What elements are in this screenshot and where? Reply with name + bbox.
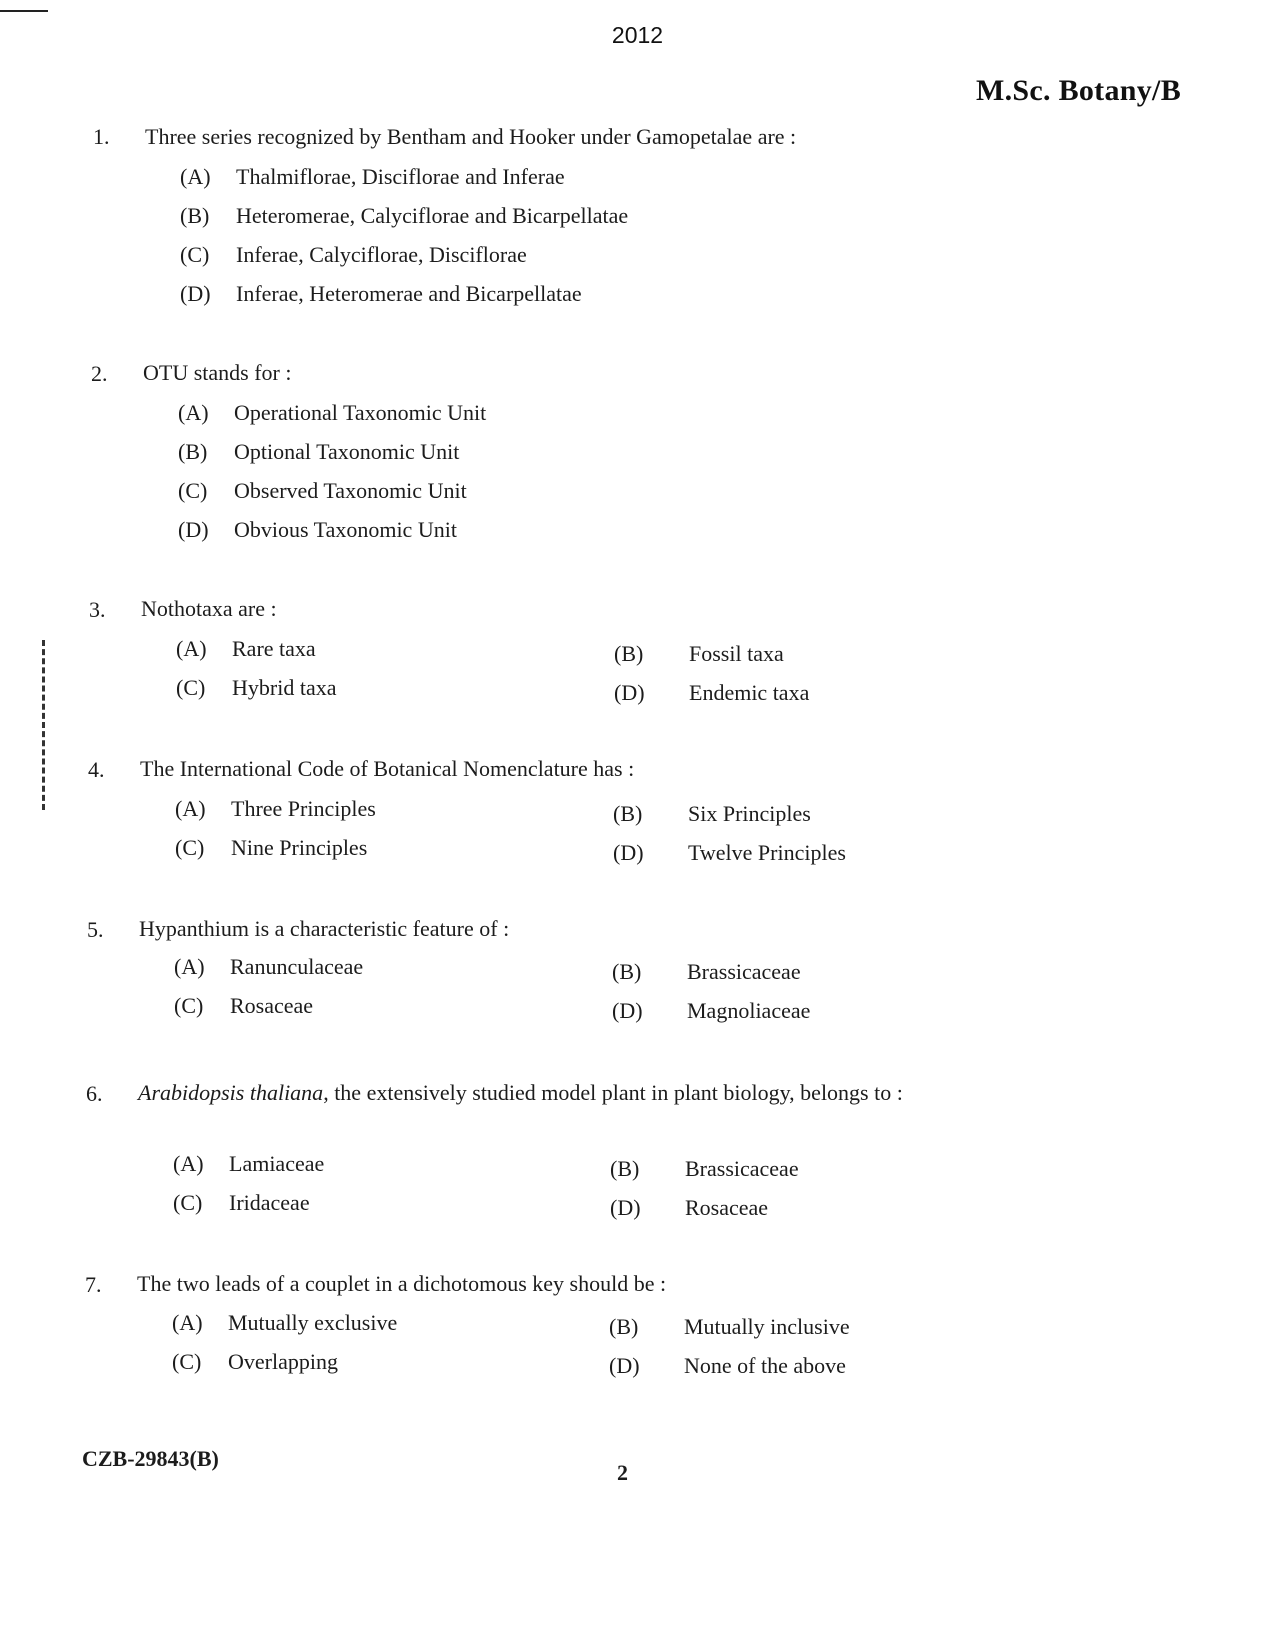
option-label: (B) — [613, 801, 643, 826]
option-a — [180, 164, 565, 190]
option-text: Lamiaceae — [229, 1151, 325, 1176]
question-number: 1. — [93, 124, 110, 149]
question-number: 2. — [91, 361, 108, 386]
option-b — [613, 801, 811, 827]
option-text: Rare taxa — [232, 636, 316, 661]
option-b — [180, 203, 628, 229]
question-number: 4. — [88, 757, 105, 782]
option-b — [612, 959, 801, 985]
option-d — [609, 1353, 846, 1379]
question-text: Nothotaxa are : — [141, 596, 277, 621]
option-label: (A) — [174, 954, 205, 979]
option-text: Heteromerae, Calyciflorae and Bicarpellatae — [236, 203, 629, 228]
option-a — [173, 1151, 324, 1177]
scan-edge-line — [0, 10, 48, 12]
option-text: Inferae, Heteromerae and Bicarpellatae — [236, 281, 582, 306]
option-label: (A) — [172, 1310, 203, 1335]
option-text: Observed Taxonomic Unit — [234, 478, 467, 503]
option-label: (D) — [178, 517, 209, 542]
question-number: 6. — [86, 1081, 103, 1106]
option-label: (C) — [178, 478, 208, 503]
option-label: (A) — [173, 1151, 204, 1176]
option-label: (A) — [175, 796, 206, 821]
option-c — [172, 1349, 338, 1375]
option-label: (B) — [612, 959, 642, 984]
option-text: Inferae, Calyciflorae, Disciflorae — [236, 242, 527, 267]
option-a — [174, 954, 363, 980]
option-b — [609, 1314, 850, 1340]
option-label: (B) — [180, 203, 210, 228]
option-c — [180, 242, 527, 268]
page-number: 2 — [617, 1460, 628, 1485]
option-text: Mutually exclusive — [228, 1310, 398, 1335]
option-label: (D) — [613, 840, 644, 865]
option-a — [176, 636, 316, 662]
option-text: Thalmiflorae, Disciflorae and Inferae — [236, 164, 565, 189]
option-b — [614, 641, 784, 667]
option-text: Twelve Principles — [688, 840, 846, 865]
question-number: 7. — [85, 1272, 102, 1297]
option-c — [173, 1190, 310, 1216]
option-text: Mutually inclusive — [684, 1314, 850, 1339]
option-label: (C) — [175, 835, 205, 860]
option-text: Nine Principles — [231, 835, 368, 860]
option-c — [175, 835, 367, 861]
option-text: Operational Taxonomic Unit — [234, 400, 487, 425]
option-label: (A) — [178, 400, 209, 425]
exam-year: 2012 — [611, 22, 664, 48]
option-text: Brassicaceae — [687, 959, 801, 984]
option-text: Brassicaceae — [685, 1156, 799, 1181]
question-number: 3. — [89, 597, 106, 622]
option-label: (B) — [610, 1156, 640, 1181]
option-label: (B) — [609, 1314, 639, 1339]
option-b — [610, 1156, 799, 1182]
option-label: (D) — [612, 998, 643, 1023]
question-text-rest: , the extensively studied model plant in plant biology, belongs to : — [323, 1080, 903, 1105]
question-text: The International Code of Botanical Nomenclature has : — [140, 756, 635, 781]
question-number: 5. — [87, 917, 104, 942]
option-a — [178, 400, 486, 426]
question-text: Hypanthium is a characteristic feature of : — [139, 916, 510, 941]
option-text: Endemic taxa — [689, 680, 810, 705]
option-text: Fossil taxa — [689, 641, 784, 666]
option-label: (D) — [609, 1353, 640, 1378]
option-d — [610, 1195, 768, 1221]
option-label: (D) — [180, 281, 211, 306]
option-label: (D) — [610, 1195, 641, 1220]
question-text: The two leads of a couplet in a dichotomous key should be : — [137, 1271, 667, 1296]
paper-code: CZB-29843(B) — [82, 1446, 219, 1471]
scan-margin-mark — [42, 640, 49, 810]
option-d — [612, 998, 810, 1024]
option-d — [178, 517, 457, 543]
option-text: Obvious Taxonomic Unit — [234, 517, 457, 542]
option-c — [178, 478, 467, 504]
option-label: (C) — [174, 993, 204, 1018]
option-d — [180, 281, 582, 307]
option-text: Iridaceae — [229, 1190, 310, 1215]
option-label: (A) — [180, 164, 211, 189]
option-label: (C) — [180, 242, 210, 267]
option-text: Ranunculaceae — [230, 954, 364, 979]
option-text: Hybrid taxa — [232, 675, 337, 700]
option-text: Optional Taxonomic Unit — [234, 439, 460, 464]
question-text — [138, 1076, 918, 1110]
option-text: Rosaceae — [230, 993, 314, 1018]
option-label: (B) — [614, 641, 644, 666]
option-d — [613, 840, 846, 866]
question-text: OTU stands for : — [143, 360, 292, 385]
option-text: Rosaceae — [685, 1195, 769, 1220]
option-text: Six Principles — [688, 801, 811, 826]
option-label: (D) — [614, 680, 645, 705]
option-d — [614, 680, 809, 706]
option-a — [175, 796, 376, 822]
option-label: (C) — [173, 1190, 203, 1215]
option-text: Magnoliaceae — [687, 998, 811, 1023]
option-text: Overlapping — [228, 1349, 338, 1374]
question-text: Three series recognized by Bentham and Hooker under Gamopetalae are : — [145, 124, 797, 149]
option-c — [176, 675, 336, 701]
option-label: (C) — [172, 1349, 202, 1374]
option-label: (A) — [176, 636, 207, 661]
paper-title: M.Sc. Botany/B — [975, 74, 1181, 107]
option-a — [172, 1310, 397, 1336]
species-name: Arabidopsis thaliana — [138, 1080, 324, 1105]
option-text: Three Principles — [231, 796, 376, 821]
option-label: (B) — [178, 439, 208, 464]
option-text: None of the above — [684, 1353, 846, 1378]
option-label: (C) — [176, 675, 206, 700]
option-b — [178, 439, 459, 465]
option-c — [174, 993, 313, 1019]
